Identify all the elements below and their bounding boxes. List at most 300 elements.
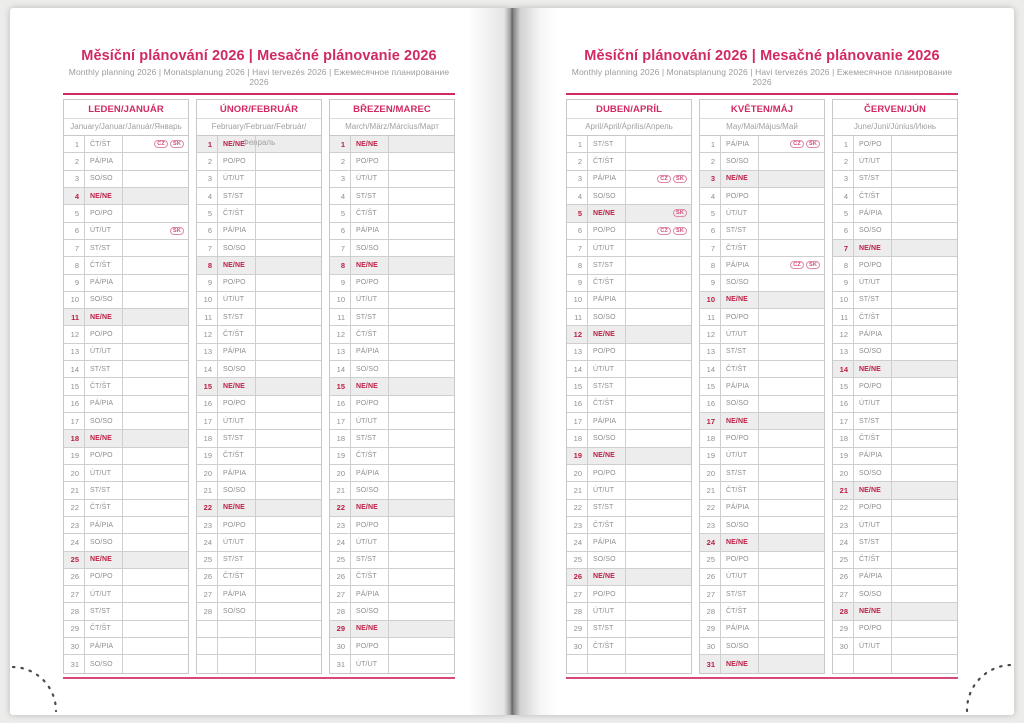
month-name: ÚNOR/FEBRUÁR bbox=[197, 100, 321, 119]
day-number: 22 bbox=[197, 500, 218, 516]
day-number: 10 bbox=[64, 292, 85, 308]
notes-cell bbox=[892, 378, 957, 394]
cz-holiday-badge-icon: CZ bbox=[790, 140, 804, 148]
notes-cell bbox=[759, 223, 824, 239]
weekday-label: ST/ST bbox=[85, 361, 123, 377]
notes-cell bbox=[389, 603, 454, 619]
day-row bbox=[567, 326, 691, 343]
day-row bbox=[833, 621, 957, 638]
sk-holiday-badge-icon: SK bbox=[170, 227, 184, 235]
notes-cell bbox=[626, 326, 691, 342]
sk-holiday-badge-icon: SK bbox=[673, 175, 687, 183]
day-number: 22 bbox=[833, 500, 854, 516]
weekday-label: PÁ/PIA bbox=[85, 517, 123, 533]
month-languages: February/Februar/Február/Февраль bbox=[197, 119, 321, 136]
day-row bbox=[567, 500, 691, 517]
cz-holiday-badge-icon: CZ bbox=[657, 175, 671, 183]
day-row bbox=[567, 482, 691, 499]
notes-cell bbox=[256, 517, 321, 533]
day-number: 22 bbox=[330, 500, 351, 516]
notes-cell bbox=[256, 638, 321, 654]
weekday-label: SO/SO bbox=[854, 586, 892, 602]
notes-cell bbox=[389, 621, 454, 637]
weekday-label: ČT/ŠT bbox=[85, 378, 123, 394]
day-number: 10 bbox=[833, 292, 854, 308]
notes-cell bbox=[626, 603, 691, 619]
notes-cell bbox=[389, 275, 454, 291]
weekday-label: SO/SO bbox=[588, 309, 626, 325]
notes-cell bbox=[759, 205, 824, 221]
notes-cell bbox=[759, 448, 824, 464]
notes-cell bbox=[892, 552, 957, 568]
day-row bbox=[197, 465, 321, 482]
day-number: 21 bbox=[64, 482, 85, 498]
weekday-label: ÚT/UT bbox=[588, 361, 626, 377]
day-row bbox=[64, 292, 188, 309]
day-row bbox=[64, 240, 188, 257]
day-row bbox=[567, 586, 691, 603]
notes-cell bbox=[256, 569, 321, 585]
day-number: 15 bbox=[197, 378, 218, 394]
weekday-label: ČT/ŠT bbox=[721, 482, 759, 498]
weekday-label: SO/SO bbox=[218, 482, 256, 498]
day-number: 3 bbox=[197, 171, 218, 187]
day-number: 28 bbox=[197, 603, 218, 619]
page-right bbox=[513, 8, 1014, 715]
day-number: 26 bbox=[64, 569, 85, 585]
day-number: 4 bbox=[330, 188, 351, 204]
day-row bbox=[64, 136, 188, 153]
weekday-label: PÁ/PIA bbox=[854, 569, 892, 585]
day-number: 22 bbox=[64, 500, 85, 516]
weekday-label: ÚT/UT bbox=[854, 638, 892, 654]
day-number: 20 bbox=[567, 465, 588, 481]
weekday-label: ST/ST bbox=[854, 413, 892, 429]
day-row bbox=[197, 240, 321, 257]
weekday-label: SO/SO bbox=[721, 153, 759, 169]
weekday-label: ČT/ŠT bbox=[218, 326, 256, 342]
weekday-label: NE/NE bbox=[85, 430, 123, 446]
day-row bbox=[330, 309, 454, 326]
day-number: 17 bbox=[64, 413, 85, 429]
weekday-label: ÚT/UT bbox=[218, 292, 256, 308]
day-row bbox=[567, 223, 691, 240]
notes-cell bbox=[892, 655, 957, 672]
notes-cell bbox=[123, 586, 188, 602]
cz-holiday-badge-icon: CZ bbox=[657, 227, 671, 235]
weekday-label: ST/ST bbox=[351, 552, 389, 568]
notes-cell bbox=[256, 655, 321, 672]
notes-cell bbox=[123, 292, 188, 308]
day-row bbox=[64, 621, 188, 638]
notes-cell bbox=[389, 153, 454, 169]
day-number: 21 bbox=[700, 482, 721, 498]
day-number: 2 bbox=[64, 153, 85, 169]
empty-filler-row bbox=[197, 655, 321, 672]
day-row bbox=[330, 517, 454, 534]
notes-cell bbox=[123, 430, 188, 446]
notes-cell bbox=[389, 257, 454, 273]
day-row bbox=[833, 500, 957, 517]
weekday-label: SO/SO bbox=[85, 413, 123, 429]
weekday-label: NE/NE bbox=[351, 500, 389, 516]
day-row bbox=[833, 153, 957, 170]
notes-cell bbox=[123, 534, 188, 550]
weekday-label: PÁ/PIA bbox=[588, 292, 626, 308]
notes-cell bbox=[626, 136, 691, 152]
month-table-brezen-marec bbox=[329, 99, 455, 674]
notes-cell bbox=[626, 309, 691, 325]
weekday-label: NE/NE bbox=[85, 552, 123, 568]
notes-cell bbox=[759, 621, 824, 637]
day-row bbox=[197, 603, 321, 620]
notes-cell bbox=[389, 465, 454, 481]
day-number: 12 bbox=[197, 326, 218, 342]
day-row bbox=[330, 205, 454, 222]
day-row bbox=[700, 448, 824, 465]
day-number: 24 bbox=[567, 534, 588, 550]
weekday-label: PO/PO bbox=[588, 465, 626, 481]
weekday-label: PO/PO bbox=[218, 275, 256, 291]
day-number: 17 bbox=[330, 413, 351, 429]
day-number: 7 bbox=[700, 240, 721, 256]
day-row bbox=[567, 378, 691, 395]
day-row bbox=[330, 430, 454, 447]
month-table-duben-april bbox=[566, 99, 692, 674]
empty-filler-row bbox=[197, 621, 321, 638]
day-number: 16 bbox=[64, 396, 85, 412]
notes-cell bbox=[256, 326, 321, 342]
notes-cell bbox=[626, 534, 691, 550]
day-row bbox=[700, 188, 824, 205]
weekday-label: PO/PO bbox=[85, 448, 123, 464]
day-number: 26 bbox=[700, 569, 721, 585]
weekday-label: SO/SO bbox=[85, 171, 123, 187]
day-row bbox=[567, 603, 691, 620]
day-row bbox=[833, 361, 957, 378]
weekday-label: PO/PO bbox=[854, 378, 892, 394]
weekday-label: ČT/ŠT bbox=[854, 188, 892, 204]
weekday-label: PO/PO bbox=[854, 621, 892, 637]
page-title: Měsíční plánování 2026 | Mesačné plánovanie 2026 bbox=[584, 48, 940, 64]
day-number: 4 bbox=[64, 188, 85, 204]
day-row bbox=[197, 171, 321, 188]
day-number: 28 bbox=[700, 603, 721, 619]
day-number: 23 bbox=[567, 517, 588, 533]
day-row bbox=[833, 171, 957, 188]
weekday-label: PÁ/PIA bbox=[854, 205, 892, 221]
notes-cell bbox=[626, 344, 691, 360]
weekday-label: SO/SO bbox=[351, 482, 389, 498]
day-number: 26 bbox=[833, 569, 854, 585]
day-row bbox=[700, 223, 824, 240]
notes-cell bbox=[759, 655, 824, 672]
day-row bbox=[64, 361, 188, 378]
day-row bbox=[567, 292, 691, 309]
notes-cell bbox=[759, 534, 824, 550]
weekday-label: PO/PO bbox=[218, 153, 256, 169]
day-row bbox=[330, 638, 454, 655]
weekday-label: PO/PO bbox=[854, 500, 892, 516]
day-number: 6 bbox=[700, 223, 721, 239]
day-row bbox=[330, 275, 454, 292]
weekday-label: ČT/ŠT bbox=[588, 638, 626, 654]
weekday-label: SO/SO bbox=[721, 517, 759, 533]
day-number: 2 bbox=[700, 153, 721, 169]
notes-cell bbox=[256, 188, 321, 204]
day-row bbox=[833, 223, 957, 240]
notes-cell bbox=[892, 171, 957, 187]
month-name: DUBEN/APRÍL bbox=[567, 100, 691, 119]
sk-holiday-badge-icon: SK bbox=[806, 261, 820, 269]
day-number: 6 bbox=[64, 223, 85, 239]
weekday-label: ČT/ŠT bbox=[218, 569, 256, 585]
day-row bbox=[330, 482, 454, 499]
day-row bbox=[567, 621, 691, 638]
day-number: 25 bbox=[197, 552, 218, 568]
day-number: 9 bbox=[833, 275, 854, 291]
day-row bbox=[700, 292, 824, 309]
month-day-rows bbox=[330, 136, 454, 673]
day-row bbox=[197, 534, 321, 551]
day-number: 1 bbox=[64, 136, 85, 152]
day-row bbox=[330, 153, 454, 170]
day-row bbox=[567, 188, 691, 205]
weekday-label: ST/ST bbox=[854, 292, 892, 308]
notes-cell bbox=[256, 344, 321, 360]
day-number: 29 bbox=[833, 621, 854, 637]
weekday-label: PO/PO bbox=[721, 188, 759, 204]
weekday-label: PÁ/PIA bbox=[218, 223, 256, 239]
day-number: 21 bbox=[330, 482, 351, 498]
day-number: 16 bbox=[567, 396, 588, 412]
notes-cell bbox=[759, 465, 824, 481]
weekday-label: ST/ST bbox=[351, 430, 389, 446]
notes-cell bbox=[256, 205, 321, 221]
day-number: 30 bbox=[567, 638, 588, 654]
weekday-label: PÁ/PIA bbox=[854, 326, 892, 342]
month-languages: April/April/Április/Апрель bbox=[567, 119, 691, 136]
day-row bbox=[197, 275, 321, 292]
day-number: 21 bbox=[833, 482, 854, 498]
day-row bbox=[567, 569, 691, 586]
day-number: 18 bbox=[197, 430, 218, 446]
day-row bbox=[700, 413, 824, 430]
day-row bbox=[833, 396, 957, 413]
day-row bbox=[567, 257, 691, 274]
weekday-label: PO/PO bbox=[351, 396, 389, 412]
notes-cell bbox=[626, 171, 691, 187]
notes-cell bbox=[626, 517, 691, 533]
weekday-label: NE/NE bbox=[218, 257, 256, 273]
notes-cell bbox=[256, 309, 321, 325]
footer-rule bbox=[566, 677, 958, 679]
notes-cell bbox=[389, 326, 454, 342]
weekday-label: ÚT/UT bbox=[854, 517, 892, 533]
day-number: 27 bbox=[567, 586, 588, 602]
notes-cell bbox=[759, 326, 824, 342]
weekday-label: PÁ/PIA bbox=[85, 396, 123, 412]
day-row bbox=[64, 517, 188, 534]
day-row bbox=[64, 396, 188, 413]
weekday-label bbox=[854, 655, 892, 672]
notes-cell bbox=[626, 257, 691, 273]
day-row bbox=[64, 378, 188, 395]
notes-cell bbox=[389, 396, 454, 412]
footer-rule bbox=[63, 677, 455, 679]
notes-cell bbox=[759, 396, 824, 412]
page-title: Měsíční plánování 2026 | Mesačné plánovanie 2026 bbox=[81, 48, 437, 64]
notes-cell bbox=[123, 344, 188, 360]
day-row bbox=[700, 621, 824, 638]
day-row bbox=[64, 275, 188, 292]
notes-cell bbox=[123, 240, 188, 256]
notes-cell bbox=[256, 361, 321, 377]
page-left bbox=[10, 8, 511, 715]
day-number: 18 bbox=[700, 430, 721, 446]
notes-cell bbox=[256, 257, 321, 273]
notes-cell bbox=[892, 586, 957, 602]
day-number: 26 bbox=[197, 569, 218, 585]
day-number: 21 bbox=[197, 482, 218, 498]
day-number: 14 bbox=[700, 361, 721, 377]
notes-cell bbox=[759, 569, 824, 585]
notes-cell bbox=[256, 413, 321, 429]
day-row bbox=[197, 378, 321, 395]
day-row bbox=[833, 552, 957, 569]
day-number: 27 bbox=[197, 586, 218, 602]
notes-cell bbox=[759, 500, 824, 516]
day-row bbox=[330, 465, 454, 482]
weekday-label: PÁ/PIA bbox=[218, 586, 256, 602]
notes-cell bbox=[123, 171, 188, 187]
month-languages: May/Mai/Május/Май bbox=[700, 119, 824, 136]
notes-cell bbox=[256, 378, 321, 394]
day-number: 26 bbox=[330, 569, 351, 585]
day-number: 12 bbox=[64, 326, 85, 342]
notes-cell bbox=[123, 361, 188, 377]
day-row bbox=[567, 413, 691, 430]
weekday-label: PO/PO bbox=[721, 430, 759, 446]
notes-cell bbox=[892, 153, 957, 169]
notes-cell bbox=[256, 603, 321, 619]
notes-cell bbox=[892, 396, 957, 412]
day-row bbox=[567, 136, 691, 153]
day-row bbox=[64, 344, 188, 361]
day-row bbox=[330, 448, 454, 465]
weekday-label: PÁ/PIA bbox=[85, 275, 123, 291]
day-number bbox=[567, 655, 588, 672]
notes-cell bbox=[256, 621, 321, 637]
notes-cell bbox=[626, 223, 691, 239]
day-row bbox=[330, 569, 454, 586]
day-number: 7 bbox=[330, 240, 351, 256]
weekday-label: ÚT/UT bbox=[85, 465, 123, 481]
day-row bbox=[833, 292, 957, 309]
day-number: 30 bbox=[833, 638, 854, 654]
day-number: 21 bbox=[567, 482, 588, 498]
notes-cell bbox=[759, 638, 824, 654]
notes-cell bbox=[389, 500, 454, 516]
day-number: 11 bbox=[330, 309, 351, 325]
day-number: 25 bbox=[567, 552, 588, 568]
notes-cell bbox=[892, 136, 957, 152]
day-row bbox=[330, 171, 454, 188]
day-row bbox=[833, 603, 957, 620]
weekday-label: ČT/ŠT bbox=[85, 136, 123, 152]
weekday-label: SO/SO bbox=[218, 240, 256, 256]
weekday-label: PO/PO bbox=[588, 586, 626, 602]
day-number: 31 bbox=[700, 655, 721, 672]
day-number: 11 bbox=[197, 309, 218, 325]
day-number: 4 bbox=[567, 188, 588, 204]
notes-cell bbox=[389, 534, 454, 550]
day-row bbox=[197, 205, 321, 222]
day-row bbox=[567, 171, 691, 188]
day-number: 7 bbox=[833, 240, 854, 256]
notes-cell bbox=[123, 136, 188, 152]
day-row bbox=[700, 136, 824, 153]
weekday-label: ST/ST bbox=[588, 378, 626, 394]
notes-cell bbox=[389, 309, 454, 325]
day-number: 8 bbox=[197, 257, 218, 273]
weekday-label: PÁ/PIA bbox=[588, 534, 626, 550]
day-row bbox=[567, 534, 691, 551]
notes-cell bbox=[626, 448, 691, 464]
day-number: 6 bbox=[197, 223, 218, 239]
day-row bbox=[567, 361, 691, 378]
day-number: 14 bbox=[567, 361, 588, 377]
day-number: 18 bbox=[64, 430, 85, 446]
notes-cell bbox=[123, 603, 188, 619]
day-number: 18 bbox=[833, 430, 854, 446]
day-row bbox=[700, 171, 824, 188]
month-columns-right bbox=[566, 99, 958, 674]
day-number: 11 bbox=[833, 309, 854, 325]
weekday-label: NE/NE bbox=[721, 171, 759, 187]
day-row bbox=[700, 517, 824, 534]
weekday-label: ÚT/UT bbox=[351, 292, 389, 308]
notes-cell bbox=[892, 309, 957, 325]
sk-holiday-badge-icon: SK bbox=[673, 209, 687, 217]
notes-cell bbox=[626, 638, 691, 654]
page-subtitle: Monthly planning 2026 | Monatsplanung 2026 | Havi tervezés 2026 | Ежемесячное планирование 2026 bbox=[571, 67, 953, 87]
day-row bbox=[567, 205, 691, 222]
day-number: 16 bbox=[700, 396, 721, 412]
day-row bbox=[700, 603, 824, 620]
weekday-label: NE/NE bbox=[351, 136, 389, 152]
weekday-label: NE/NE bbox=[218, 136, 256, 152]
notes-cell bbox=[123, 448, 188, 464]
day-number: 15 bbox=[833, 378, 854, 394]
weekday-label: PO/PO bbox=[85, 569, 123, 585]
weekday-label: NE/NE bbox=[588, 448, 626, 464]
day-number: 14 bbox=[64, 361, 85, 377]
day-number: 16 bbox=[330, 396, 351, 412]
weekday-label: ÚT/UT bbox=[721, 326, 759, 342]
weekday-label: ÚT/UT bbox=[588, 482, 626, 498]
notes-cell bbox=[389, 344, 454, 360]
day-number: 16 bbox=[833, 396, 854, 412]
day-row bbox=[330, 344, 454, 361]
notes-cell bbox=[892, 603, 957, 619]
weekday-label: NE/NE bbox=[588, 326, 626, 342]
weekday-label: ČT/ŠT bbox=[721, 240, 759, 256]
day-row bbox=[833, 378, 957, 395]
day-number: 16 bbox=[197, 396, 218, 412]
day-number: 3 bbox=[567, 171, 588, 187]
day-number: 5 bbox=[64, 205, 85, 221]
